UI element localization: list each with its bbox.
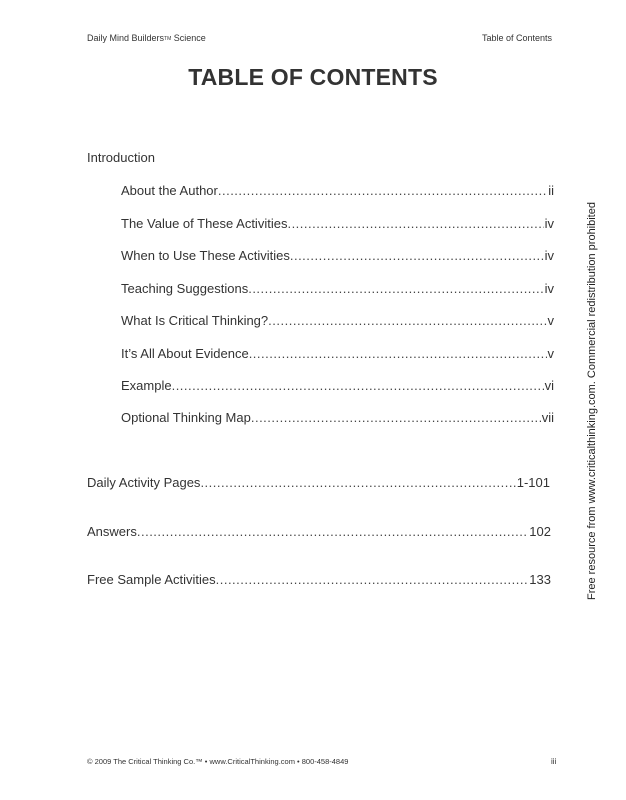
toc-entry-label: Optional Thinking Map bbox=[121, 410, 251, 425]
footer-copyright: © 2009 The Critical Thinking Co.™ • www.CriticalThinking.com • 800-458-4849 bbox=[87, 757, 349, 766]
toc-entry bbox=[121, 313, 554, 328]
dot-leader bbox=[290, 248, 544, 263]
toc-entry-page: vii bbox=[541, 410, 554, 425]
dot-leader bbox=[200, 475, 515, 490]
dot-leader bbox=[287, 216, 543, 231]
dot-leader bbox=[172, 378, 544, 393]
dot-leader bbox=[251, 410, 541, 425]
running-header-right: Table of Contents bbox=[481, 33, 552, 43]
toc-entry-page: v bbox=[547, 313, 554, 328]
redistribution-notice: Free resource from www.criticalthinking.com. Commercial redistribution prohibited bbox=[586, 202, 598, 600]
toc-entry-label: Teaching Suggestions bbox=[121, 281, 249, 296]
toc-entry-page: iv bbox=[544, 248, 554, 263]
toc-entry-label: When to Use These Activities bbox=[121, 248, 290, 263]
toc-entry-label: It’s All About Evidence bbox=[121, 346, 249, 361]
toc-entry-label: The Value of These Activities bbox=[121, 216, 288, 231]
toc-entry-page: 1-101 bbox=[516, 475, 550, 490]
toc-entry-page: iv bbox=[544, 281, 554, 296]
trademark-mark: TM bbox=[164, 36, 172, 42]
toc-entry bbox=[121, 216, 554, 231]
toc-entry-daily-activity-pages bbox=[87, 475, 550, 490]
toc-entry-label: Answers bbox=[87, 524, 137, 539]
dot-leader bbox=[216, 572, 529, 587]
toc-entry-label: Daily Activity Pages bbox=[87, 475, 201, 490]
dot-leader bbox=[268, 313, 546, 328]
toc-entry-page: 102 bbox=[529, 524, 551, 539]
header-subject: Science bbox=[171, 33, 206, 43]
dot-leader bbox=[248, 281, 543, 296]
page-title: TABLE OF CONTENTS bbox=[188, 64, 438, 90]
dot-leader bbox=[218, 183, 547, 198]
footer-page-number: iii bbox=[551, 757, 557, 766]
toc-entry bbox=[121, 183, 554, 198]
toc-entry-label: Example bbox=[121, 378, 172, 393]
toc-entry bbox=[121, 378, 554, 393]
dot-leader bbox=[249, 346, 547, 361]
toc-entry bbox=[121, 346, 554, 361]
toc-entry-label: Free Sample Activities bbox=[87, 572, 216, 587]
dot-leader bbox=[137, 524, 528, 539]
section-heading-introduction: Introduction bbox=[87, 150, 155, 165]
toc-entry bbox=[121, 410, 554, 425]
toc-entry-label: About the Author bbox=[121, 183, 218, 198]
toc-entry-answers bbox=[87, 524, 551, 539]
toc-entry-label: What Is Critical Thinking? bbox=[121, 313, 269, 328]
toc-entry-free-sample-activities bbox=[87, 572, 551, 587]
toc-entry bbox=[121, 281, 554, 296]
toc-entry-page: v bbox=[547, 346, 554, 361]
running-header-left bbox=[87, 33, 206, 43]
header-series-name: Daily Mind Builders bbox=[87, 33, 165, 43]
toc-entry-page: vi bbox=[544, 378, 554, 393]
toc-entry-page: ii bbox=[548, 183, 554, 198]
toc-entry-page: 133 bbox=[529, 572, 551, 587]
toc-entry bbox=[121, 248, 554, 263]
toc-entry-page: iv bbox=[544, 216, 554, 231]
